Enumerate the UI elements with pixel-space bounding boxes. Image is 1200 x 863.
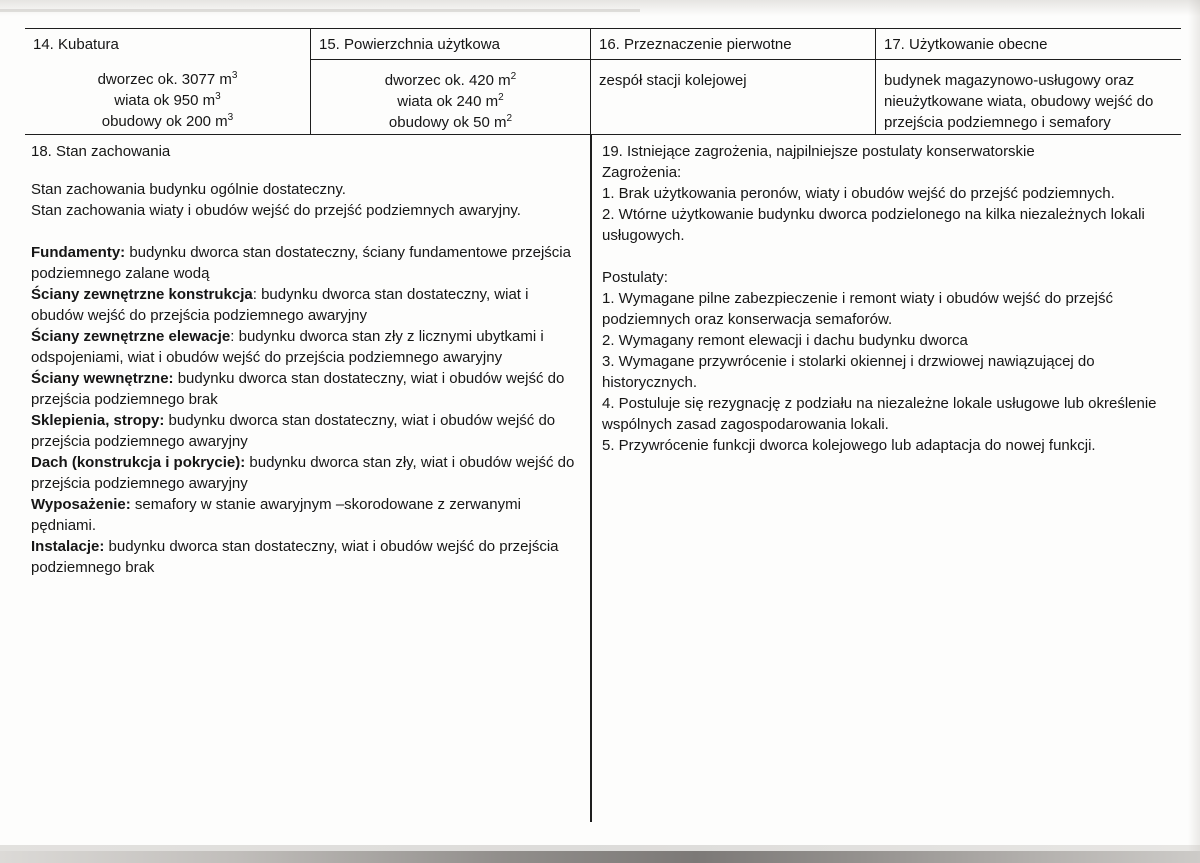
condition-entry-label: Fundamenty: (31, 244, 126, 261)
postulate-item: 2. Wymagany remont elewacji i dachu budynku dworca (602, 332, 968, 349)
volume-line (33, 111, 302, 132)
threat-item: 1. Brak użytkowania peronów, wiaty i obudów wejść do przejść podziemnych. (602, 185, 1115, 202)
volume-text: dworzec ok. 3077 m (97, 71, 232, 88)
condition-entry (31, 284, 583, 326)
cell-uzytkowanie-title (876, 29, 1181, 60)
cell-przeznaczenie (590, 29, 875, 134)
volume-line (33, 69, 302, 90)
condition-entry (31, 410, 583, 452)
cell-przeznaczenie-title (591, 29, 875, 60)
condition-entry-text: budynku dworca stan dostateczny, wiat i obudów wejść do przejścia podziemnego brak (31, 370, 565, 408)
condition-entry-label: Instalacje: (31, 538, 105, 555)
volume-text: obudowy ok 200 m (101, 113, 228, 130)
cell-przeznaczenie-body (591, 60, 875, 91)
area-line (319, 112, 582, 133)
condition-entry-label: Ściany zewnętrzne konstrukcja (31, 286, 253, 303)
cell-kubatura-body (25, 59, 310, 132)
section-title: 19. Istniejące zagrożenia, najpilniejsze postulaty konserwatorskie (602, 143, 1035, 160)
condition-entry (31, 536, 583, 578)
condition-entry (31, 368, 583, 410)
superscript: 2 (498, 92, 504, 103)
cell-uzytkowanie-body (876, 60, 1181, 133)
cell-title-text: 17. Użytkowanie obecne (884, 36, 1048, 53)
superscript: 3 (227, 112, 234, 123)
cell-powierzchnia-body (311, 60, 590, 133)
scan-bottom-edge (0, 851, 1200, 863)
condition-entry-label: Dach (konstrukcja i pokrycie): (31, 454, 246, 471)
condition-entry-label: Ściany wewnętrzne: (31, 370, 174, 387)
condition-entry-text: : budynku dworca stan zły z licznymi ubytkami i odspojeniami, wiat i obudów wejść do przejścia podziemnego awaryjny (31, 328, 544, 366)
condition-entry-text: budynku dworca stan zły, wiat i obudów wejść do przejścia podziemnego awaryjny (31, 454, 575, 492)
superscript: 2 (510, 71, 517, 82)
condition-entry-text: budynku dworca stan dostateczny, wiat i obudów wejść do przejścia podziemnego awaryjny (31, 412, 556, 450)
condition-entry (31, 452, 583, 494)
superscript: 2 (506, 113, 513, 124)
cell-title-text: 15. Powierzchnia użytkowa (319, 36, 500, 53)
cell-uzytkowanie (875, 29, 1181, 134)
section-title: 18. Stan zachowania (31, 143, 171, 160)
condition-intro-line: Stan zachowania budynku ogólnie dostateczny. (31, 181, 346, 198)
superscript: 3 (215, 91, 221, 102)
cell-kubatura-title (25, 29, 310, 59)
condition-entries (31, 242, 583, 578)
area-line (319, 91, 582, 112)
condition-entry (31, 242, 583, 284)
volume-text: wiata ok 950 m (114, 92, 216, 109)
column-divider-line (590, 135, 592, 822)
postulates-heading: Postulaty: (602, 269, 668, 286)
condition-entry-text: budynku dworca stan dostateczny, wiat i obudów wejść do przejścia podziemnego brak (31, 538, 559, 576)
table-header-row (25, 28, 1181, 135)
cell-title-text: 14. Kubatura (33, 36, 119, 53)
section-stan-zachowania (25, 139, 589, 578)
postulates-block (602, 267, 1174, 456)
area-text: wiata ok 240 m (397, 93, 499, 110)
area-text: obudowy ok 50 m (388, 114, 507, 131)
condition-entry-label: Sklepienia, stropy: (31, 412, 165, 429)
threats-heading: Zagrożenia: (602, 164, 682, 181)
threats-block (602, 162, 1174, 246)
original-purpose-text: zespół stacji kolejowej (599, 72, 747, 89)
section-zagrozenia-postulaty (598, 139, 1180, 456)
superscript: 3 (231, 70, 238, 81)
area-text: dworzec ok. 420 m (384, 72, 511, 89)
condition-entry-text: budynku dworca stan dostateczny, ściany fundamentowe przejścia podziemnego zalane wodą (31, 244, 571, 282)
condition-intro-line: Stan zachowania wiaty i obudów wejść do przejść podziemnych awaryjny. (31, 202, 521, 219)
condition-entry (31, 326, 583, 368)
postulate-item: 3. Wymagane przywrócenie i stolarki okiennej i drzwiowej nawiązującej do historycznych. (602, 353, 1095, 391)
condition-entry (31, 494, 583, 536)
threat-item: 2. Wtórne użytkowanie budynku dworca podzielonego na kilka niezależnych lokali usługowych. (602, 206, 1145, 244)
condition-intro (31, 179, 583, 221)
scan-top-shadow (0, 0, 1200, 16)
condition-entry-text: semafory w stanie awaryjnym –skorodowane z zerwanymi pędniami. (31, 496, 521, 534)
area-line (319, 70, 582, 91)
condition-entry-text: : budynku dworca stan dostateczny, wiat i obudów wejść do przejścia podziemnego awaryjny (31, 286, 529, 324)
postulate-item: 1. Wymagane pilne zabezpieczenie i remont wiaty i obudów wejść do przejść podziemnych oraz konserwacja semaforów. (602, 290, 1113, 328)
cell-powierzchnia-title (311, 29, 590, 60)
cell-kubatura (25, 29, 310, 134)
cell-powierzchnia (310, 29, 590, 134)
condition-entry-label: Wyposażenie: (31, 496, 131, 513)
condition-entry-label: Ściany zewnętrzne elewacje (31, 328, 231, 345)
postulate-item: 5. Przywrócenie funkcji dworca kolejowego lub adaptacja do nowej funkcji. (602, 437, 1096, 454)
postulate-item: 4. Postuluje się rezygnację z podziału na niezależne lokale usługowe lub określenie wspólnych zasad zagospodarowania lokali. (602, 395, 1157, 433)
volume-line (33, 90, 302, 111)
cell-title-text: 16. Przeznaczenie pierwotne (599, 36, 792, 53)
scan-bottom-shadow (0, 845, 1200, 851)
scan-streak-artifact (0, 9, 640, 12)
current-use-text: budynek magazynowo-usługowy oraz nieużytkowane wiata, obudowy wejść do przejścia podziemnego i semafory (884, 72, 1154, 131)
scan-right-shadow (1188, 0, 1200, 863)
